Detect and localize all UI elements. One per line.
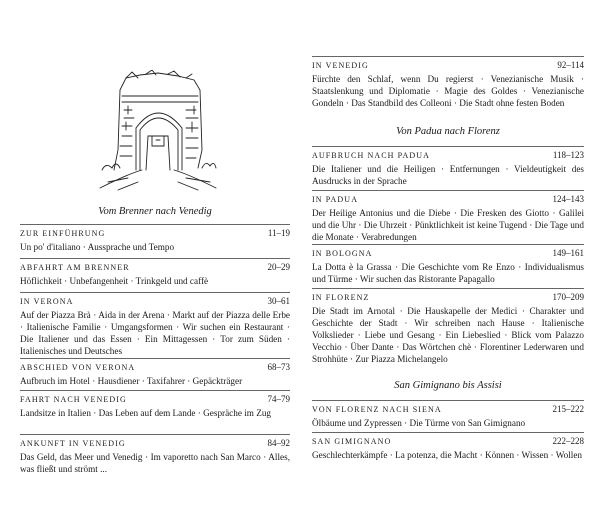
entry-description: La Dotta è la Grassa · Die Geschichte vom Re Enzo · Individualismus und Türme · Wir suchen das Ristorante Papagallo [312, 262, 584, 284]
entry-description: Un po' d'italiano · Aussprache und Tempo [20, 242, 175, 252]
entry-pages: 124–143 [552, 194, 584, 204]
entry-pages: 74–79 [267, 394, 290, 404]
entry-description: Höflichkeit · Unbefangenheit · Trinkgeld und caffè [20, 276, 209, 286]
entry-description: Der Heilige Antonius und die Diebe · Die Fresken des Giotto · Galilei und die Uhr · Die Uhrzeit · Pünktlichkeit ist keine Tugend · Die Tage und die Monate · Verabredungen [312, 208, 584, 242]
entry-description: Auf der Piazza Brà · Aida in der Arena · Markt auf der Piazza delle Erbe · Italienische Familie · Umgangsformen · Wir suchen ein Restaurant · Die Italiener und das Essen · Ein Mittagessen · Tor zum Süden · Italienisches und Deutsches [20, 310, 290, 356]
entry-description: Geschlechterkämpfe · La potenza, die Macht · Können · Wissen · Wollen [312, 450, 582, 460]
entry-title: ZUR EINFÜHRUNG [20, 229, 106, 238]
entry-title: IN VERONA [20, 297, 74, 306]
toc-entry [312, 432, 584, 461]
entry-title: ABFAHRT AM BRENNER [20, 263, 130, 272]
entry-pages: 92–114 [557, 60, 584, 70]
toc-entry [312, 400, 584, 429]
entry-title: IN VENEDIG [312, 61, 369, 70]
entry-description: Die Stadt im Arnotal · Die Hauskapelle der Medici · Charakter und Geschichte der Stadt · Wir schreiben nach Hause · Italienische Volkslieder · Liebe und Gesang · Ein Liebeslied · Blick vom Palazzo Vecchio · Über Dante · Das Wörtchen chè · Florentiner Lederwaren und Strohhüte · Zur Piazza Michelangelo [312, 306, 584, 364]
entry-title: ANKUNFT IN VENEDIG [20, 439, 126, 448]
section-title-san-gimignano-assisi: San Gimignano bis Assisi [394, 380, 502, 391]
entry-title: IN PADUA [312, 195, 359, 204]
entry-title: FAHRT NACH VENEDIG [20, 395, 127, 404]
entry-title: AUFBRUCH NACH PADUA [312, 151, 430, 160]
toc-entry [312, 56, 584, 109]
right-page [312, 0, 584, 522]
entry-pages: 215–222 [552, 404, 584, 414]
toc-entry [20, 390, 290, 419]
entry-title: VON FLORENZ NACH SIENA [312, 405, 442, 414]
entry-title: SAN GIMIGNANO [312, 437, 392, 446]
entry-description: Ölbäume und Zypressen · Die Türme von San Gimignano [312, 418, 526, 428]
entry-pages: 68–73 [267, 362, 290, 372]
entry-pages: 170–209 [552, 292, 584, 302]
entry-title: IN FLORENZ [312, 293, 370, 302]
entry-pages: 30–61 [267, 296, 290, 306]
toc-entry [312, 288, 584, 365]
entry-description: Landsitze in Italien · Das Leben auf dem Lande · Gespräche im Zug [20, 408, 272, 418]
toc-entry [20, 258, 290, 287]
entry-pages: 149–161 [552, 248, 584, 258]
entry-description: Das Geld, das Meer und Venedig · Im vaporetto nach San Marco · Alles, was fließt und strömt ... [20, 452, 290, 474]
entry-pages: 222–228 [552, 436, 584, 446]
entry-pages: 11–19 [267, 228, 290, 238]
toc-entry [20, 292, 290, 357]
entry-description: Die Italiener und die Heiligen · Entfernungen · Vieldeutigkeit des Ausdrucks in der Sprache [312, 164, 584, 186]
section-title-padua-florenz: Von Padua nach Florenz [396, 126, 500, 137]
section-title-brenner-venedig: Vom Brenner nach Venedig [98, 206, 212, 217]
entry-pages: 118–123 [552, 150, 584, 160]
toc-entry [20, 358, 290, 387]
city-gate-sketch-icon [98, 70, 218, 192]
toc-entry [20, 434, 290, 475]
entry-title: IN BOLOGNA [312, 249, 373, 258]
left-page [20, 0, 290, 522]
entry-title: ABSCHIED VON VERONA [20, 363, 136, 372]
entry-pages: 84–92 [267, 438, 290, 448]
entry-description: Fürchte den Schlaf, wenn Du regierst · Venezianische Musik · Staatslenkung und Diplomatie · Magie des Goldes · Venezianische Gondeln · Das Standbild des Colleoni · Die Stadt ohne festen Boden [312, 74, 584, 108]
toc-entry [312, 244, 584, 285]
entry-description: Aufbruch im Hotel · Hausdiener · Taxifahrer · Gepäckträger [20, 376, 243, 386]
toc-entry [312, 146, 584, 187]
entry-pages: 20–29 [267, 262, 290, 272]
toc-entry [312, 190, 584, 243]
toc-entry [20, 224, 290, 253]
